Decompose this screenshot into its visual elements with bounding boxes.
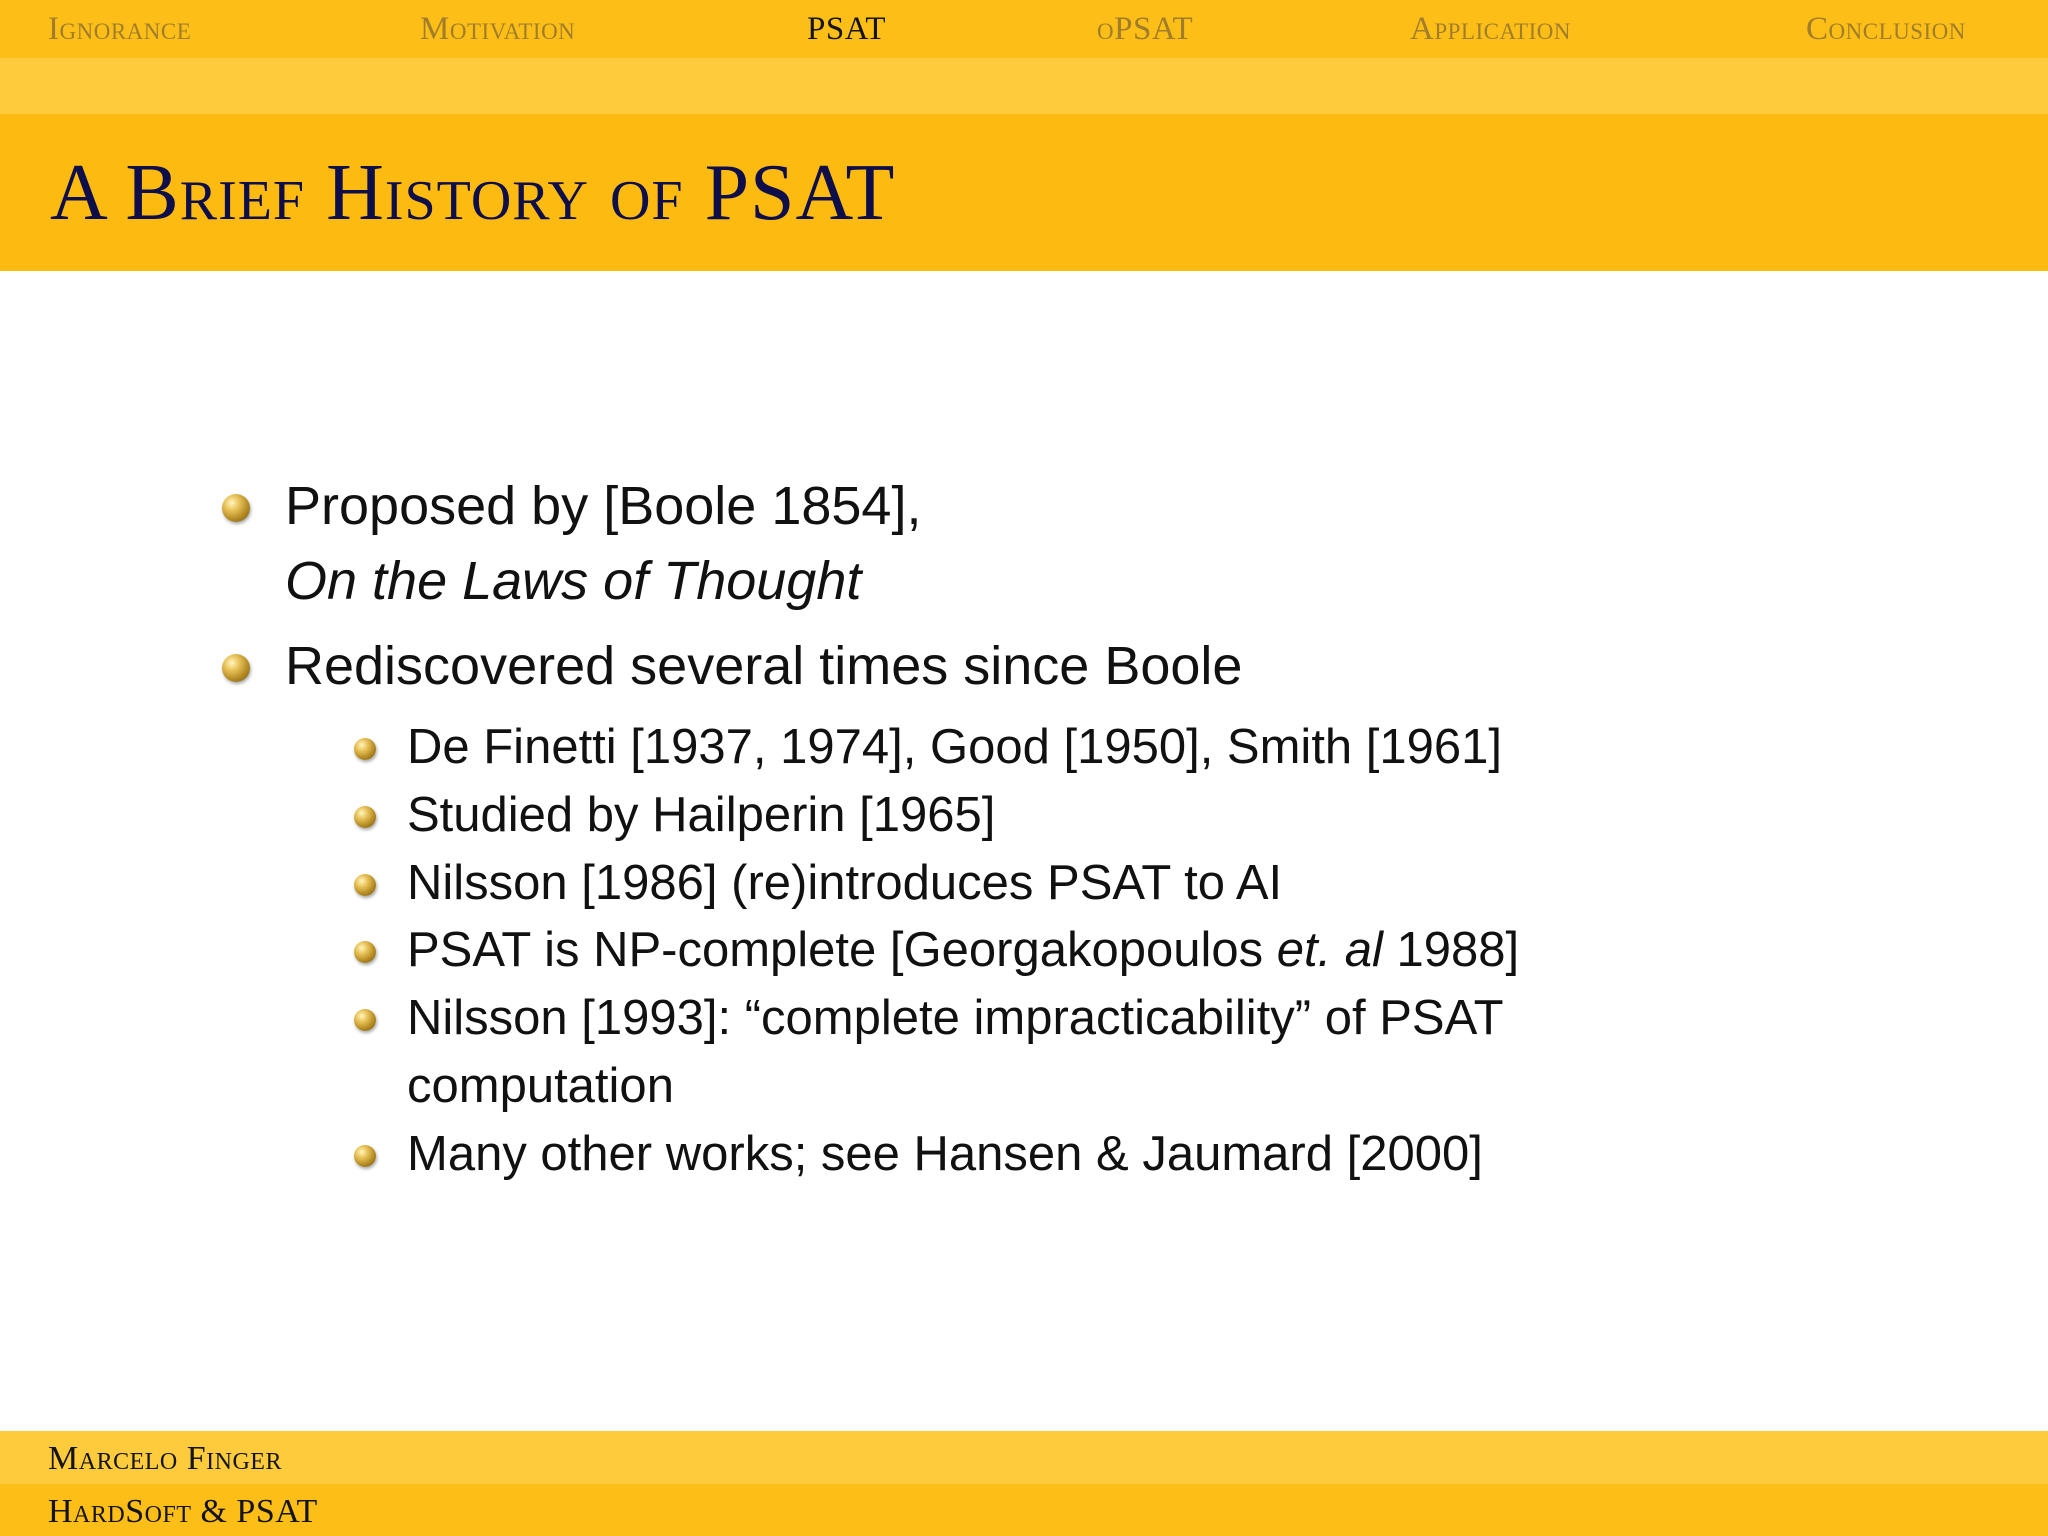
np-complete-text-start: PSAT is NP-complete [Georgakopoulos — [407, 923, 1277, 977]
et-al-italic: et. al — [1276, 923, 1383, 977]
sub-bullet-many-other-works: Many other works; see Hansen & Jaumard [2000] — [407, 1127, 1483, 1181]
sub-bullet-de-finetti: De Finetti [1937, 1974], Good [1950], Smith [1961] — [407, 720, 1503, 774]
sub-bullet-ball-icon — [354, 738, 376, 760]
sub-bullet-ball-icon — [354, 1145, 376, 1167]
sub-bullet-nilsson-1986: Nilsson [1986] (re)introduces PSAT to AI — [407, 856, 1283, 910]
nav-item-conclusion[interactable]: Conclusion — [1806, 11, 1966, 47]
sub-bullet-np-complete — [407, 916, 1519, 984]
bullet-ball-icon — [222, 494, 250, 522]
subsection-navigation-bar — [0, 58, 2048, 114]
nav-item-application[interactable]: Application — [1410, 11, 1571, 47]
slide-content — [0, 271, 2048, 1431]
book-title: On the Laws of Thought — [285, 551, 862, 611]
bullet-proposed-by-continuation — [285, 543, 861, 619]
nav-item-ignorance[interactable]: Ignorance — [48, 11, 192, 47]
sub-bullet-nilsson-1993: Nilsson [1993]: “complete impracticability” of PSAT — [407, 991, 1504, 1045]
sub-bullet-ball-icon — [354, 806, 376, 828]
sub-bullet-hailperin: Studied by Hailperin [1965] — [407, 788, 996, 842]
section-navigation-bar — [0, 0, 2048, 58]
sub-bullet-ball-icon — [354, 874, 376, 896]
sub-bullet-ball-icon — [354, 1009, 376, 1031]
title-band — [0, 114, 2048, 271]
bullet-rediscovered: Rediscovered several times since Boole — [285, 636, 1243, 696]
sub-bullet-nilsson-1993-continuation: computation — [407, 1059, 674, 1113]
bullet-ball-icon — [222, 654, 250, 682]
nav-item-opsat[interactable]: oPSAT — [1097, 11, 1194, 47]
np-complete-text-end: 1988] — [1382, 923, 1520, 977]
footer-talk-bar — [0, 1484, 2048, 1536]
nav-item-motivation[interactable]: Motivation — [420, 11, 576, 47]
slide-title: A Brief History of PSAT — [50, 149, 896, 237]
footer-talk-title: HardSoft & PSAT — [48, 1493, 318, 1530]
bullet-proposed-by: Proposed by [Boole 1854], — [285, 476, 922, 536]
footer-author-bar — [0, 1431, 2048, 1484]
sub-bullet-ball-icon — [354, 941, 376, 963]
nav-item-psat[interactable]: PSAT — [807, 11, 887, 47]
footer-author: Marcelo Finger — [48, 1440, 282, 1477]
